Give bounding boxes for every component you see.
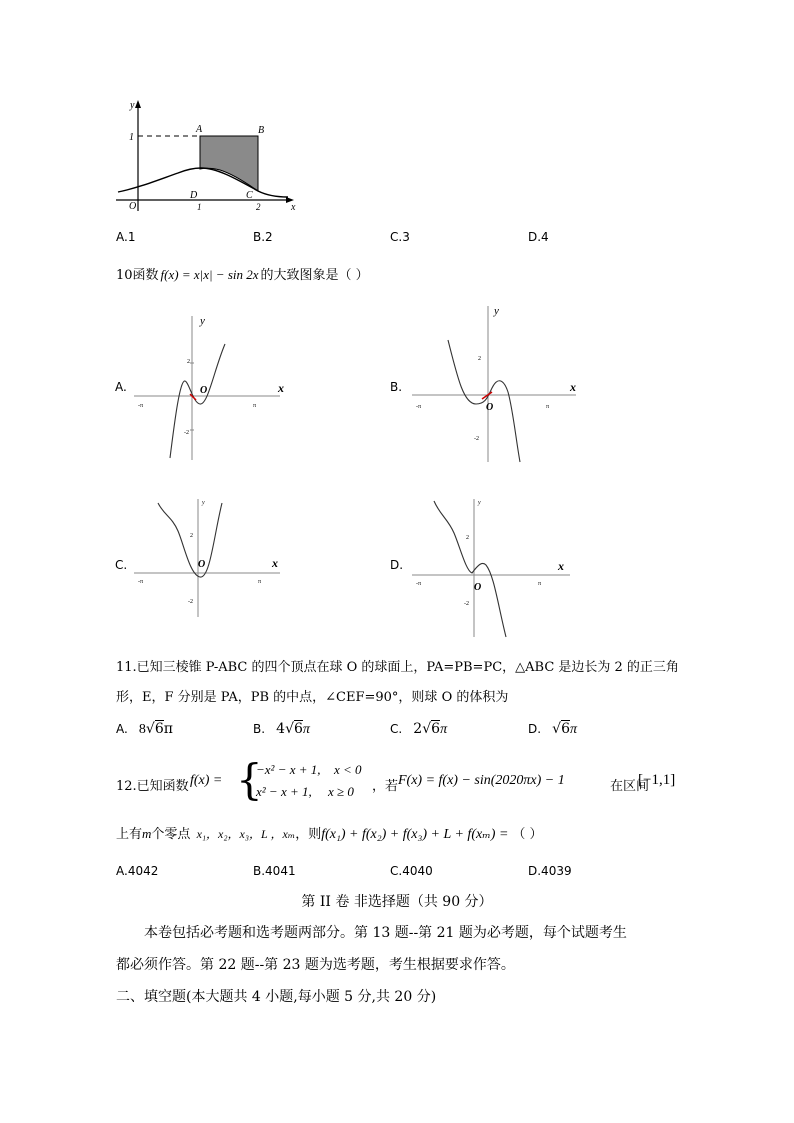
- svg-text:1: 1: [197, 202, 202, 212]
- q9-option-a: A.1: [116, 230, 136, 244]
- svg-text:O: O: [486, 402, 494, 413]
- svg-text:B: B: [258, 125, 265, 136]
- q12-case2-expr: x² − x + 1,: [256, 784, 312, 799]
- svg-text:x: x: [272, 556, 278, 570]
- q12-Fx: F(x) = f(x) − sin(2020πx) − 1: [398, 773, 565, 788]
- svg-text:x: x: [278, 381, 284, 395]
- svg-text:-π: -π: [138, 579, 144, 585]
- svg-text:x: x: [570, 380, 576, 394]
- svg-text:y: y: [494, 305, 499, 317]
- svg-text:O: O: [129, 201, 137, 212]
- svg-text:2: 2: [466, 535, 469, 541]
- svg-text:2: 2: [187, 359, 190, 365]
- q9-curve: [118, 168, 288, 197]
- svg-text:y: y: [200, 315, 205, 327]
- part2-title: 第 II 卷 非选择题（共 90 分）: [301, 894, 493, 910]
- q11-option-d: D. √6π: [528, 721, 578, 737]
- svg-text:D: D: [190, 190, 198, 201]
- q9-option-d: D.4: [528, 230, 549, 244]
- q12-case1-cond: x < 0: [334, 762, 362, 777]
- q10-graph-b: [408, 300, 588, 465]
- q11-option-b: B. 4√6π: [253, 721, 310, 737]
- svg-text:y: y: [478, 500, 481, 506]
- q12-option-c: C.4040: [390, 864, 433, 878]
- q12-mid: ，若: [372, 779, 399, 794]
- q10-graph-a: [130, 308, 290, 463]
- q10-graph-a-label: A.: [115, 380, 127, 394]
- svg-text:2: 2: [478, 356, 481, 362]
- q12-brace: {: [236, 755, 263, 804]
- q10-graph-d-label: D.: [390, 558, 404, 572]
- svg-text:O: O: [200, 385, 208, 396]
- q12-option-b: B.4041: [253, 864, 296, 878]
- svg-text:2: 2: [256, 202, 261, 212]
- q10-graph-d: [408, 495, 588, 640]
- q12-interval: [−1,1]: [638, 772, 676, 788]
- part2-para2: 都必须作答。第 22 题--第 23 题为选考题，考生根据要求作答。: [116, 957, 515, 973]
- svg-text:O: O: [198, 559, 206, 570]
- q9-figure: [108, 96, 308, 216]
- svg-text:x: x: [291, 202, 296, 213]
- q11-option-a: A. 8√6π: [116, 721, 173, 737]
- q12-sum: f(x₁) + f(x₂) + f(x₃) + L + f(xₘ) =: [321, 827, 509, 842]
- q10-formula: f(x) = x|x| − sin 2x: [160, 267, 259, 282]
- svg-text:π: π: [258, 579, 262, 585]
- svg-text:A: A: [196, 124, 203, 135]
- q11-option-c: C. 2√6π: [390, 721, 448, 737]
- q12-fx: f(x) =: [190, 773, 223, 788]
- q12-mid2: 在区间: [610, 779, 650, 794]
- svg-text:C: C: [246, 190, 253, 201]
- q10-graph-c: [130, 495, 290, 620]
- svg-text:π: π: [538, 581, 542, 587]
- q9-option-c: C.3: [390, 230, 410, 244]
- q11-line1: 11.已知三棱锥 P-ABC 的四个顶点在球 O 的球面上，PA=PB=PC，△ABC 是边长为 2 的正三角: [116, 660, 679, 675]
- q10-suffix: 的大致图象是（ ）: [260, 268, 369, 283]
- q12-option-d: D.4039: [528, 864, 572, 878]
- svg-text:-2: -2: [474, 436, 479, 442]
- svg-text:π: π: [546, 404, 550, 410]
- part2-para1: 本卷包括必考题和选考题两部分。第 13 题--第 21 题为必考题，每个试题考生: [144, 925, 627, 941]
- q12-option-a: A.4042: [116, 864, 159, 878]
- q12-case2-cond: x ≥ 0: [328, 784, 354, 799]
- q10-stem: [116, 264, 369, 283]
- q10-graph-c-curve: [158, 503, 222, 577]
- svg-text:-2: -2: [188, 599, 193, 605]
- q10-prefix: 10函数: [116, 268, 159, 283]
- svg-text:1: 1: [129, 132, 134, 143]
- svg-text:2: 2: [190, 533, 193, 539]
- q10-graph-c-label: C.: [115, 558, 128, 572]
- q12-zeros: x₁，x₂，x₃，L ，xₘ: [196, 827, 296, 841]
- svg-text:x: x: [558, 559, 564, 573]
- part2-section-heading: 二、填空题(本大题共 4 小题,每小题 5 分,共 20 分): [116, 989, 437, 1005]
- q9-shaded-region: [200, 136, 258, 191]
- q12-prefix: 12.已知函数: [116, 779, 189, 794]
- q10-graph-b-label: B.: [390, 380, 403, 394]
- svg-text:-2: -2: [464, 601, 469, 607]
- svg-text:-π: -π: [416, 581, 422, 587]
- svg-text:π: π: [253, 403, 257, 409]
- q12-case1-expr: −x² − x + 1,: [256, 762, 321, 777]
- q12-line1: [116, 755, 686, 808]
- q12-line2: 上有m个零点 x₁，x₂，x₃，L ，xₘ，则f(x₁) + f(x₂) + f(x₃) + L + f(xₘ) = （ ）: [116, 826, 543, 842]
- svg-text:y: y: [202, 500, 205, 506]
- svg-text:-2: -2: [184, 430, 189, 436]
- q11-line2: 形，E，F 分别是 PA，PB 的中点，∠CEF=90°，则球 O 的体积为: [116, 690, 509, 705]
- svg-text:y: y: [130, 100, 135, 111]
- svg-text:-π: -π: [416, 404, 422, 410]
- q10-graph-b-curve: [448, 340, 520, 462]
- svg-text:-π: -π: [138, 403, 144, 409]
- q9-option-b: B.2: [253, 230, 273, 244]
- q10-graph-d-curve: [434, 501, 506, 637]
- q10-graph-a-curve: [170, 344, 225, 458]
- svg-text:O: O: [474, 582, 482, 593]
